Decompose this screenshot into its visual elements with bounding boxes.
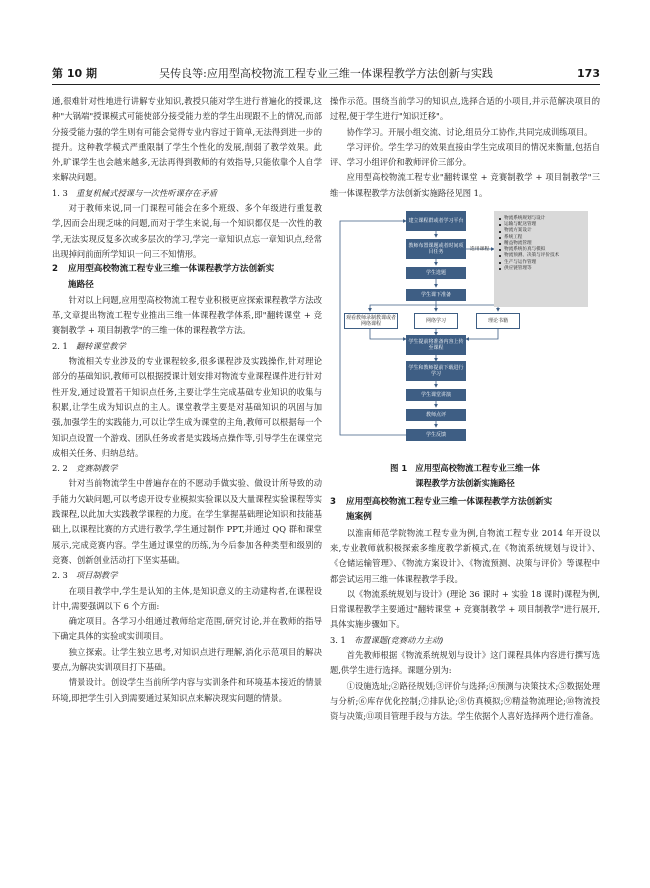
course-item: 生产与运作管理: [504, 260, 584, 266]
course-item: 供应链管理等: [504, 266, 584, 272]
flow-step-platform: 建立课程群或者学习平台: [406, 211, 466, 231]
section-heading-2-3: 2. 3 项目制教学: [52, 570, 118, 581]
flow-step-feedback: 学生反馈: [406, 429, 466, 441]
flowchart-figure: [330, 205, 600, 455]
paragraph: 独立探索。让学生独立思考,对知识点进行理解,消化示范项目的解决要点,为解决实训项目打下基础。: [52, 646, 322, 672]
paragraph: 在项目教学中,学生是认知的主体,是知识意义的主动建构者,在课程设计中,需要强调以下 6 个方面:: [52, 585, 322, 611]
section-heading-1-3: 1. 3 重复机械式授课与一次性听课存在矛盾: [52, 187, 218, 198]
running-title: 吴传良等:应用型高校物流工程专业三维一体课程教学方法创新与实践: [159, 67, 493, 80]
paragraph: 情景设计。创设学生当前所学内容与实训条件和环境基本接近的情景环境,即把学生引入到需要通过某知识点来解决现实问题的情景。: [52, 677, 322, 703]
paragraph: 应用型高校物流工程专业"翻转课堂 + 竞赛制教学 + 项目制教学"三维一体课程教学方法创新实施路径见图 1。: [330, 172, 600, 198]
paragraph: 学习评价。学生学习的效果直接由学生完成项目的情况来衡量,包括自评、学习小组评价和教师评价三部分。: [330, 141, 600, 168]
paragraph: 协作学习。开展小组交流、讨论,组员分工协作,共同完成训练项目。: [346, 126, 593, 137]
running-header: [52, 66, 600, 86]
flow-step-download: 学生和教师提前下载进行学习: [406, 361, 466, 381]
arrow: [370, 301, 436, 311]
option-online-learning: 网络学习: [414, 313, 458, 329]
figure-caption: 图 1 应用型高校物流工程专业三维一体 课程教学方法创新实施路径: [390, 463, 540, 489]
flow-step-review: 教师点评: [406, 409, 466, 421]
arrow: [436, 305, 498, 311]
header-rule: [52, 84, 600, 85]
paragraph: 操作示范。围绕当前学习的知识点,选择合适的小项目,并示范解决项目的过程,便于学生进行"知识迁移"。: [330, 96, 600, 122]
course-item: 运输与配送管理: [504, 222, 584, 228]
section-heading-2: 2 应用型高校物流工程专业三维一体课程教学方法创新实 施路径: [52, 264, 275, 290]
section-heading-2-1: 2. 1 翻转课堂教学: [52, 340, 126, 351]
paragraph: 确定项目。各学习小组通过教师给定范围,研究讨论,并在教师的指导下确定具体的实验或实训项目。: [52, 616, 322, 642]
course-list: [494, 211, 588, 307]
flow-step-upload: 学生提前将准备内容上传至课程: [406, 335, 466, 355]
paragraph: 以《物流系统规划与设计》(理论 36 课时 + 实验 18 课时)课程为例,日常课程教学主要通过"翻转课堂 + 竞赛制教学 + 项目制教学"进行展开,具体实施步骤如下。: [330, 588, 600, 630]
flow-step-assign: 教师布置课题或者时间项目任务: [406, 239, 466, 259]
course-item: 精益物流管理: [504, 241, 584, 247]
paragraph: 针对以上问题,应用型高校物流工程专业积极更应探索课程教学方法改革,文章提出物流工程专业推出三维一体课程教学体系,即"翻转课堂 + 竞赛制教学 + 项目制教学"的三维一体的课程教学方法。: [52, 294, 322, 336]
option-recorded-course: 观看教师录制教课或者网络课程: [346, 314, 397, 328]
flow-step-present: 学生课堂讲演: [406, 389, 466, 401]
flow-step-prepare: 学生课下准备: [406, 289, 466, 301]
arrow: [370, 329, 406, 339]
paragraph: 首先教师根据《物流系统规划与设计》这门课程具体内容进行撰写选题,供学生进行选择。课题分别为:: [330, 650, 600, 676]
paragraph: 以淮南师范学院物流工程专业为例,自物流工程专业 2014 年开设以来,专业教师就积极探索多维度教学新模式,在《物流系统规划与设计》、《仓储运输管理》、《物流方案设计》、《物流预测、决策与评价》等课程中都尝试运用三维一体课程教学手段。: [330, 527, 600, 584]
option-theory-books: 理论书籍: [476, 313, 520, 329]
section-heading-2-2: 2. 2 竞赛制教学: [52, 463, 118, 474]
issue-number: 第 10 期: [52, 67, 97, 80]
flow-step-select: 学生选题: [406, 267, 466, 279]
course-item: 物流方案设计: [504, 228, 584, 234]
section-heading-3: 3 应用型高校物流工程专业三维一体课程教学方法创新实 施案例: [330, 497, 553, 523]
right-column: [330, 94, 600, 725]
page-number: 173: [577, 67, 600, 80]
course-item: 物流系统规划与设计: [504, 216, 584, 222]
arrow: [466, 329, 498, 339]
course-item: 物流预测、决策与评价技术: [504, 253, 584, 259]
course-item: 系统工程: [504, 235, 584, 241]
section-heading-3-1: 3. 1 布置课题(竞赛动力主动): [330, 634, 444, 645]
paragraph: 对于教师来说,同一门课程可能会在多个班级、多个年级进行重复教学,因而会出现乏味的问题,而对于学生来说,每一个知识都仅是一次性的教学,无法实现反复多次或多层次的学习,学完一章知识点忘一章知识点,经常出现掉问前面所学知识一问三不知情形。: [52, 203, 322, 259]
paragraph: 通,很难针对性地进行讲解专业知识,教授只能对学生进行普遍化的授课,这种"大锅端"授课模式可能使部分接受能力差的学生出现跟不上的情况,而部分接受能力强的学生则有可能会觉得专业内容过于简单,无法得到进一步的提升。这种教学模式严重限制了学生个性化的发展,削弱了教学效果。此外,旷课学生也会越来越多,无法再得到教师的有效指导,只能依靠个人自学来解决问题。: [52, 96, 322, 183]
paragraph: 针对当前物流学生中普遍存在的不愿动手做实验、做设计所导致的动手能力欠缺问题,可以考虑开设专业模拟实验课以及大量课程实验课程等实践课程,以此加大实践教学课程的力度。在学生掌握基础理论知识和技能基础上,以课程比赛的方式进行教学,学生通过制作 PPT,并通过 QQ 群和课堂展示,完成竞赛内容。学生通过课堂的历练,为今后参加各种类型和级别的竞赛、创新创业活动打下坚实基础。: [52, 478, 322, 565]
paragraph: 物流相关专业涉及的专业课程较多,很多课程涉及实践操作,针对理论部分的基础知识,教师可以根据授课计划安排对物流专业课程课件进行针对性开发,通过设置若干知识点任务,主要让学生完成基础专业知识的收集与积累,让学生成为知识点的主人。课堂教学主要是对基础知识的巩固与加强,加强学生的实践能力,可以让学生成为课堂的主角,教师可以根据每一个知识点设置一个游戏、团队任务或者是实践场点操作等,引导学生在课堂完成相关任务、归纳总结。: [52, 356, 322, 458]
left-column: [52, 94, 322, 706]
course-item: 物流系统仿真与模拟: [504, 247, 584, 253]
paragraph: ①设施选址;②路径规划;③评价与选择;④预测与决策技术;⑤数据处理与分析;⑥库存优化控制;⑦排队论;⑧仿真模拟;⑨精益物流理论;⑩物流投资与决策;⑪项目管理手段与方法。学生依据个人喜好选择两个进行准备。: [330, 680, 600, 722]
branch-label: 选用课程: [470, 247, 490, 253]
